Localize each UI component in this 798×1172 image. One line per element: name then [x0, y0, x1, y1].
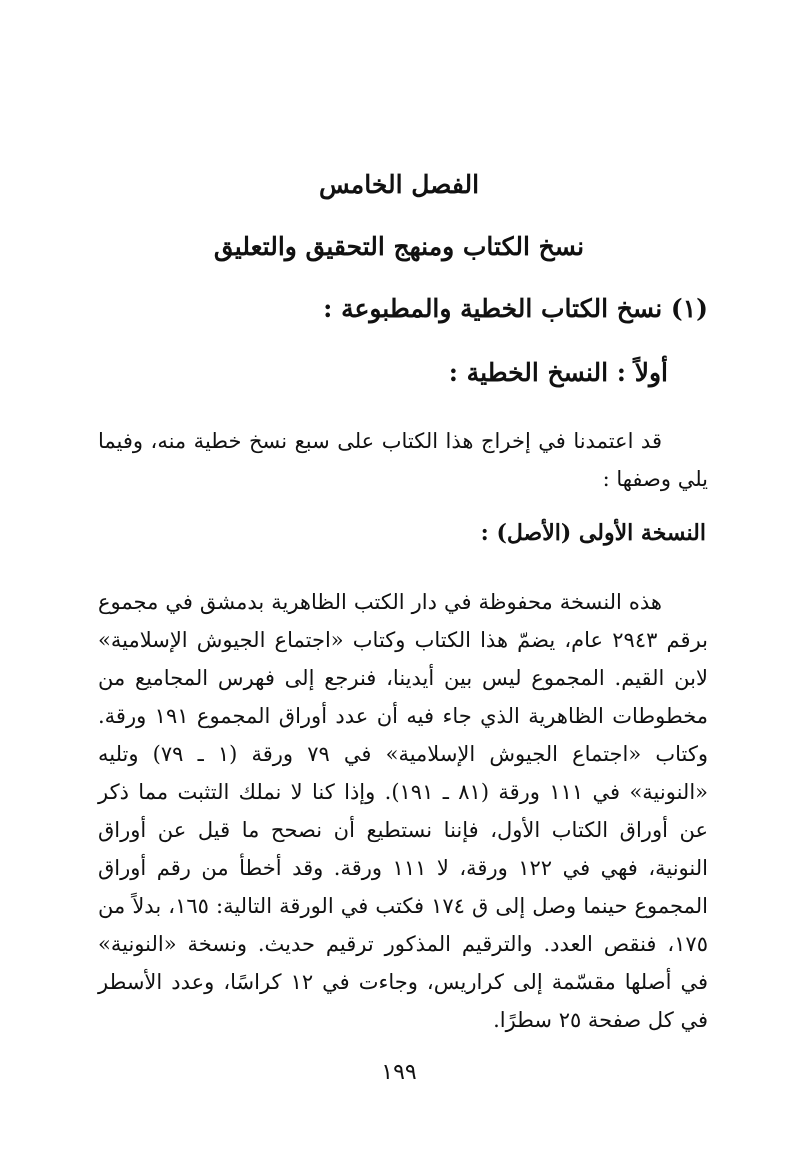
manuscripts-heading: أولاً : النسخ الخطية : [448, 358, 668, 387]
intro-paragraph-text: قد اعتمدنا في إخراج هذا الكتاب على سبع نسخ خطية منه، وفيما يلي وصفها : [98, 429, 708, 491]
section-title: نسخ الكتاب ومنهج التحقيق والتعليق [213, 232, 585, 261]
body-paragraph-text: هذه النسخة محفوظة في دار الكتب الظاهرية بدمشق في مجموع برقم ٢٩٤٣ عام، يضمّ هذا الكتاب وكتاب «اجتماع الجيوش الإسلامية» لابن القيم. المجموع ليس بين أيدينا، فنرجع إلى فهرس المجاميع من مخطوطات الظاهرية الذي جاء فيه أن عدد أوراق المجموع ١٩١ ورقة. وكتاب «اجتماع الجيوش الإسلامية» في ٧٩ ورقة (١ ـ ٧٩) وتليه «النونية» في ١١١ ورقة (٨١ ـ ١٩١). وإذا كنا لا نملك التثبت مما ذكر عن أوراق الكتاب الأول، فإننا نستطيع أن نصحح ما قيل عن أوراق النونية، فهي في ١٢٢ ورقة، لا ١١١ ورقة. وقد أخطأ من رقم أوراق المجموع حينما وصل إلى ق ١٧٤ فكتب في الورقة التالية: ١٦٥، بدلاً من ١٧٥، فنقص العدد. والترقيم المذكور ترقيم حديث. ونسخة «النونية» في أصلها مقسّمة إلى كراريس، وجاءت في ١٢ كراسًا، وعدد الأسطر في كل صفحة ٢٥ سطرًا. [98, 590, 708, 1032]
body-paragraph [98, 583, 708, 1039]
intro-paragraph [98, 422, 708, 498]
chapter-title: الفصل الخامس [318, 170, 480, 199]
page-number: ١٩٩ [381, 1060, 417, 1085]
subsection-heading: (١) نسخ الكتاب الخطية والمطبوعة : [323, 294, 708, 323]
first-copy-heading: النسخة الأولى (الأصل) : [480, 520, 706, 546]
